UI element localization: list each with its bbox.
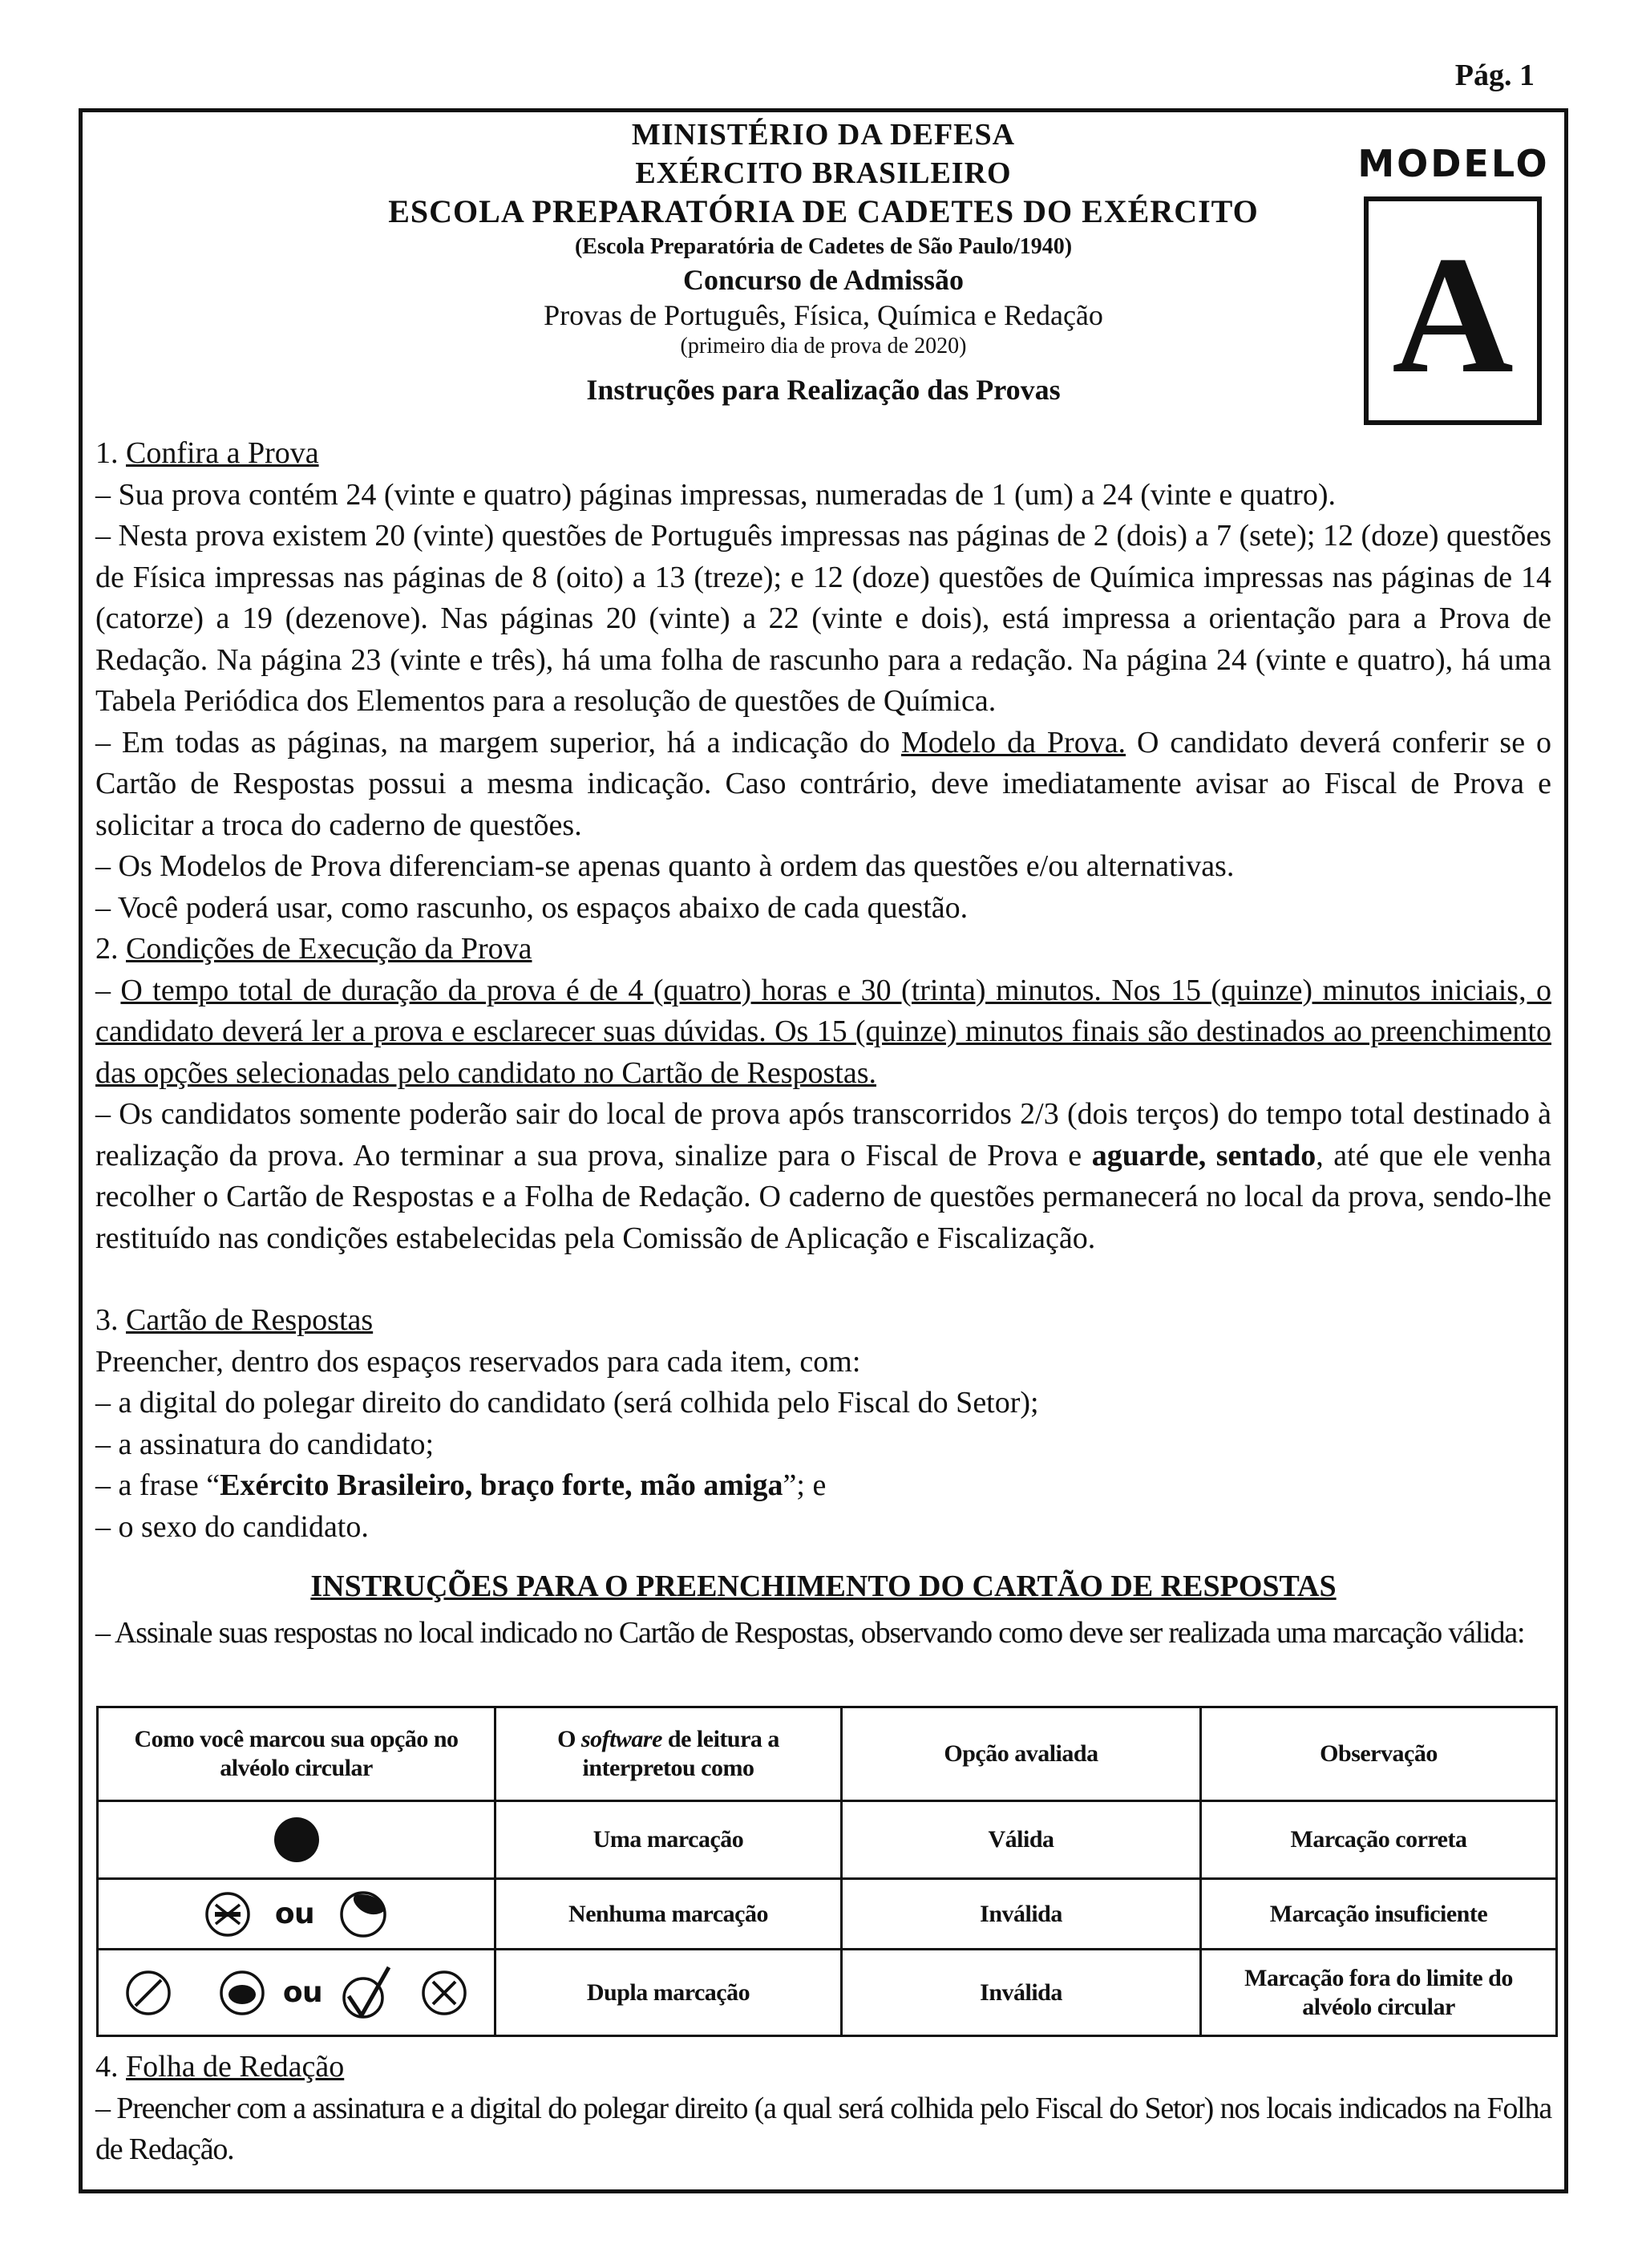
school-heading: ESCOLA PREPARATÓRIA DE CADETES DO EXÉRCITO xyxy=(388,193,1259,229)
answer-card-title: INSTRUÇÕES PARA O PREENCHIMENTO DO CARTÃO DE RESPOSTAS xyxy=(310,1569,1337,1603)
section3-intro: Preencher, dentro dos espaços reservados para cada item, com: xyxy=(95,1344,861,1379)
section1-p4: – Os Modelos de Prova diferenciam-se apenas quanto à ordem das questões e/ou alternativas. xyxy=(95,849,1235,883)
answer-card-intro: – Assinale suas respostas no local indicado no Cartão de Respostas, observando como deve ser realizada uma marcação válida: xyxy=(95,1616,1525,1650)
modelo-box xyxy=(1364,196,1542,425)
section3-item4: – o sexo do candidato. xyxy=(95,1509,369,1544)
section1-p2: – Nesta prova existem 20 (vinte) questões de Português impressas nas páginas de 2 (dois) a 7 (sete); 12 (doze) questões de Física impressas nas páginas de 8 (oito) a 13 (treze); e 12 (doze) questões de Química impressas nas páginas de 14 (catorze) a 19 (dezenove). Nas páginas 20 (vinte) a 22 (vinte e dois), está impressa a orientação para a Prova de Redação. Na página 23 (vinte e três), há uma folha de rascunho para a redação. Na página 24 (vinte e quatro), há uma Tabela Periódica dos Elementos para a resolução de questões de Química. xyxy=(95,519,1551,718)
slash-circle-icon xyxy=(124,1969,172,2017)
section1-heading: 1. Confira a Prova xyxy=(95,436,319,470)
row2-evaluation: Inválida xyxy=(842,1879,1201,1950)
col-header-evaluated: Opção avaliada xyxy=(842,1707,1201,1801)
table-row xyxy=(98,1879,1557,1950)
col-header-interpreted: O software de leitura a interpretou como xyxy=(495,1707,842,1801)
or-word: ou xyxy=(274,1897,315,1930)
mark-examples-double xyxy=(98,1950,495,2036)
army-heading: EXÉRCITO BRASILEIRO xyxy=(635,156,1012,190)
section2-p1: – O tempo total de duração da prova é de 4 (quatro) horas e 30 (trinta) minutos. Nos 15 (quinze) minutos iniciais, o candidato deverá ler a prova e esclarecer suas dúvidas. Os 15 (quinze) minutos finais são destinados ao preenchimento das opções selecionadas pelo candidato no Cartão de Respostas. xyxy=(95,973,1551,1090)
section4-heading: 4. Folha de Redação xyxy=(95,2050,345,2084)
row2-interpretation: Nenhuma marcação xyxy=(495,1879,842,1950)
instructions-body xyxy=(95,433,1551,1650)
section3-item3: – a frase “Exército Brasileiro, braço forte, mão amiga”; e xyxy=(95,1468,827,1502)
section1-p3: – Em todas as páginas, na margem superior, há a indicação do Modelo da Prova. O candidato deverá conferir se o Cartão de Respostas possui a mesma indicação. Caso contrário, deve imediatamente avisar ao Fiscal de Prova e solicitar a troca do caderno de questões. xyxy=(95,725,1551,842)
modelo-label: MODELO xyxy=(1357,142,1550,185)
table-row xyxy=(98,1950,1557,2036)
section1-p1: – Sua prova contém 24 (vinte e quatro) páginas impressas, numeradas de 1 (um) a 24 (vinte e quatro). xyxy=(95,477,1336,512)
instructions-frame xyxy=(79,108,1568,2193)
row1-interpretation: Uma marcação xyxy=(495,1801,842,1879)
filled-circle-icon xyxy=(272,1815,322,1865)
mark-examples-valid xyxy=(98,1801,495,1879)
school-subtitle: (Escola Preparatória de Cadetes de São Paulo/1940) xyxy=(574,234,1073,259)
ministry-heading: MINISTÉRIO DA DEFESA xyxy=(631,118,1016,152)
table-row xyxy=(98,1801,1557,1879)
mark-examples-insufficient xyxy=(98,1879,495,1950)
section3-item1: – a digital do polegar direito do candidato (será colhida pelo Fiscal do Setor); xyxy=(95,1386,1039,1420)
page-number: Pág. 1 xyxy=(1454,59,1535,92)
section2-title: Condições de Execução da Prova xyxy=(126,932,532,966)
section4-title: Folha de Redação xyxy=(126,2050,345,2084)
row1-observation: Marcação correta xyxy=(1201,1801,1557,1879)
row1-evaluation: Válida xyxy=(842,1801,1201,1879)
marking-table xyxy=(96,1706,1558,2037)
section4 xyxy=(95,2047,1551,2170)
table-header-row xyxy=(98,1707,1557,1801)
modelo-letter: A xyxy=(1392,221,1514,408)
col-header-observation: Observação xyxy=(1201,1707,1557,1801)
section3-title: Cartão de Respostas xyxy=(126,1303,374,1337)
section1-title: Confira a Prova xyxy=(126,436,319,470)
partial-mark-circle-icon xyxy=(204,1890,252,1938)
row3-observation: Marcação fora do limite do alvéolo circular xyxy=(1201,1950,1557,2036)
exam-day-line: (primeiro dia de prova de 2020) xyxy=(680,334,967,358)
row2-observation: Marcação insuficiente xyxy=(1201,1879,1557,1950)
section2-heading: 2. Condições de Execução da Prova xyxy=(95,932,532,966)
col-header-marked: Como você marcou sua opção no alvéolo circular xyxy=(98,1707,495,1801)
row3-evaluation: Inválida xyxy=(842,1950,1201,2036)
modelo-da-prova-text: Modelo da Prova. xyxy=(900,725,1126,759)
section2-p2: – Os candidatos somente poderão sair do local de prova após transcorridos 2/3 (dois terços) do tempo total destinado à realização da prova. Ao terminar a sua prova, sinalize para o Fiscal de Prova e aguarde, sentado, até que ele venha recolher o Cartão de Respostas e a Folha de Redação. O caderno de questões permanecerá no local da prova, sendo-lhe restituído nas condições estabelecidas pela Comissão de Aplicação e Fiscalização. xyxy=(95,1097,1551,1255)
header xyxy=(83,112,1564,409)
section4-p1: – Preencher com a assinatura e a digital do polegar direito (a qual será colhida pelo Fiscal do Setor) nos locais indicados na Folha de Redação. xyxy=(95,2091,1551,2166)
checkmark-circle-icon xyxy=(339,1964,394,2022)
x-circle-icon xyxy=(420,1969,468,2017)
or-word: ou xyxy=(282,1975,323,2009)
subjects-line: Provas de Português, Física, Química e Redação xyxy=(544,299,1103,331)
section3-heading: 3. Cartão de Respostas xyxy=(95,1303,374,1337)
instructions-title: Instruções para Realização das Provas xyxy=(586,374,1061,406)
section1-p5: – Você poderá usar, como rascunho, os espaços abaixo de cada questão. xyxy=(95,890,969,925)
contest-heading: Concurso de Admissão xyxy=(682,264,965,296)
section3-item2: – a assinatura do candidato; xyxy=(95,1427,435,1461)
center-dot-circle-icon xyxy=(218,1969,266,2017)
row3-interpretation: Dupla marcação xyxy=(495,1950,842,2036)
partial-fill-circle-icon xyxy=(338,1889,389,1940)
